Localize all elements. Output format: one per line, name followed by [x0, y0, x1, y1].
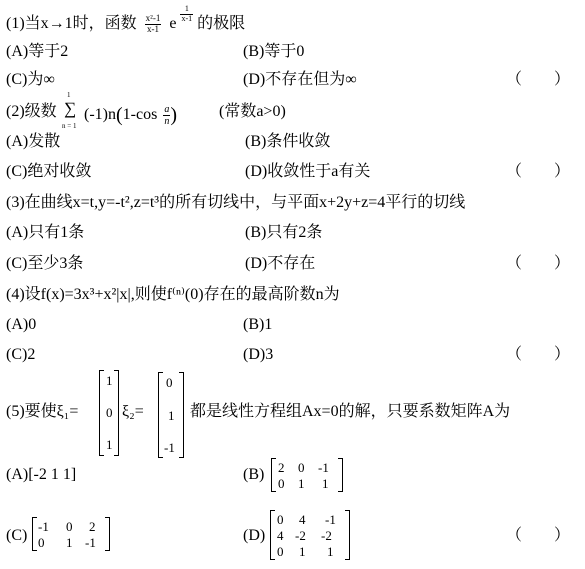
- q1-fraction: [145, 14, 162, 35]
- q5-d-r1c2: -2: [321, 528, 332, 543]
- q3-option-b: (B)只有2条: [245, 224, 323, 241]
- q5-xi1-0: 1: [106, 373, 113, 388]
- q5-xi2-2: -1: [164, 440, 175, 455]
- q3-option-c: (C)至少3条: [6, 255, 84, 272]
- q2-term: [84, 104, 177, 127]
- q5-d-r2c1: 1: [299, 544, 306, 559]
- q4-option-c: (C)2: [6, 346, 36, 363]
- q2-answer-paren: （ ）: [506, 163, 571, 180]
- q2-close-paren: ): [170, 104, 177, 127]
- q1-exp-expr: [169, 4, 197, 33]
- q5-d-r2c0: 0: [277, 544, 284, 559]
- q5-option-d-label: (D): [243, 527, 266, 544]
- q2-frac-den: n: [164, 116, 170, 127]
- q2-frac-num: a: [164, 104, 170, 115]
- q5-tail: 都是线性方程组Ax=0的解，只要系数矩阵A为: [190, 403, 511, 420]
- q1-tail: 的极限: [197, 15, 246, 33]
- q5-b-r1c2: 1: [322, 476, 329, 491]
- q5-xi1-1: 0: [106, 405, 113, 420]
- q2-option-c: (C)绝对收敛: [6, 163, 92, 180]
- q2-sum-top: 1: [67, 91, 71, 99]
- q4-option-d: (D)3: [243, 346, 274, 363]
- q2-note: (常数a>0): [219, 103, 286, 120]
- q2-option-d: (D)收敛性于a有关: [245, 163, 371, 180]
- q2-term-text: (-1)n: [84, 106, 116, 124]
- q1-option-c: (C)为∞: [6, 71, 55, 88]
- q5-pre: (5)要使ξ₁=: [6, 403, 79, 420]
- q5-xi2-1: 1: [168, 408, 175, 423]
- q1-option-b: (B)等于0: [243, 43, 305, 60]
- q5-c-r0c0: -1: [38, 519, 49, 534]
- q2-stem-pre: (2)级数: [6, 103, 57, 120]
- q5-xi1-2: 1: [106, 437, 113, 452]
- q5-d-r0c0: 0: [277, 512, 284, 527]
- q4-stem: (4)设f(x)=3x³+x²|x|,则使f⁽ⁿ⁾(0)存在的最高阶数n为: [6, 286, 340, 303]
- q5-option-b-matrix: [271, 458, 343, 492]
- q5-c-r0c1: 0: [66, 519, 73, 534]
- q5-d-r1c1: -2: [295, 528, 306, 543]
- q1-exp-num: 1: [180, 5, 193, 15]
- q5-option-c-matrix: [32, 517, 110, 551]
- q5-c-r0c2: 2: [89, 519, 96, 534]
- q5-c-r1c0: 0: [38, 535, 45, 550]
- q2-option-b: (B)条件收敛: [245, 133, 331, 150]
- q2-sum-bottom: n = 1: [62, 122, 77, 130]
- q1-frac-num: x²-1: [145, 13, 161, 23]
- q1-exp-den: x-1: [181, 13, 193, 23]
- q1-frac-den: x-1: [147, 23, 160, 34]
- q1-answer-paren: （ ）: [506, 71, 571, 88]
- q4-option-a: (A)0: [6, 316, 37, 333]
- q1-option-d: (D)不存在但为∞: [243, 71, 357, 88]
- q1-stem: [6, 4, 246, 35]
- q4-answer-paren: （ ）: [506, 346, 571, 363]
- q2-open-paren: (: [115, 104, 123, 127]
- q5-option-b-label: (B): [243, 466, 265, 483]
- q5-b-r1c1: 1: [298, 476, 305, 491]
- q5-xi1-vector: [99, 370, 119, 456]
- q5-xi2-vector: [158, 372, 184, 458]
- q3-answer-paren: （ ）: [506, 255, 571, 272]
- q5-option-c-label: (C): [6, 527, 28, 544]
- q1-e: e: [169, 15, 177, 33]
- q5-b-r1c0: 0: [278, 476, 285, 491]
- q2-option-a: (A)发散: [6, 133, 61, 150]
- q5-option-a: (A)[-2 1 1]: [6, 466, 77, 483]
- q3-stem: (3)在曲线x=t,y=-t²,z=t³的所有切线中，与平面x+2y+z=4平行的切线: [6, 194, 466, 211]
- q5-d-r2c2: 1: [327, 544, 334, 559]
- q1-option-a: (A)等于2: [6, 43, 69, 60]
- q5-d-r0c2: -1: [325, 512, 336, 527]
- q4-option-b: (B)1: [243, 316, 273, 333]
- q3-option-a: (A)只有1条: [6, 224, 85, 241]
- q5-d-r1c0: 4: [277, 528, 284, 543]
- q2-term2: 1-cos: [122, 106, 158, 124]
- q5-b-r0c1: 0: [298, 460, 305, 475]
- q5-option-d-matrix: [270, 510, 350, 560]
- q5-b-r0c0: 2: [278, 460, 285, 475]
- q5-mid: ξ₂=: [122, 403, 144, 420]
- q2-sum-sign: ∑: [64, 99, 77, 118]
- q5-b-r0c2: -1: [318, 460, 329, 475]
- q1-exponent: [180, 5, 193, 24]
- q5-c-r1c1: 1: [66, 535, 73, 550]
- q5-c-r1c2: -1: [85, 535, 96, 550]
- q1-stem-text: (1)当x→1时，函数: [6, 15, 137, 33]
- q5-d-r0c1: 4: [299, 512, 306, 527]
- q3-option-d: (D)不存在: [245, 255, 316, 272]
- q5-xi2-0: 0: [166, 375, 173, 390]
- q5-answer-paren: （ ）: [506, 527, 571, 544]
